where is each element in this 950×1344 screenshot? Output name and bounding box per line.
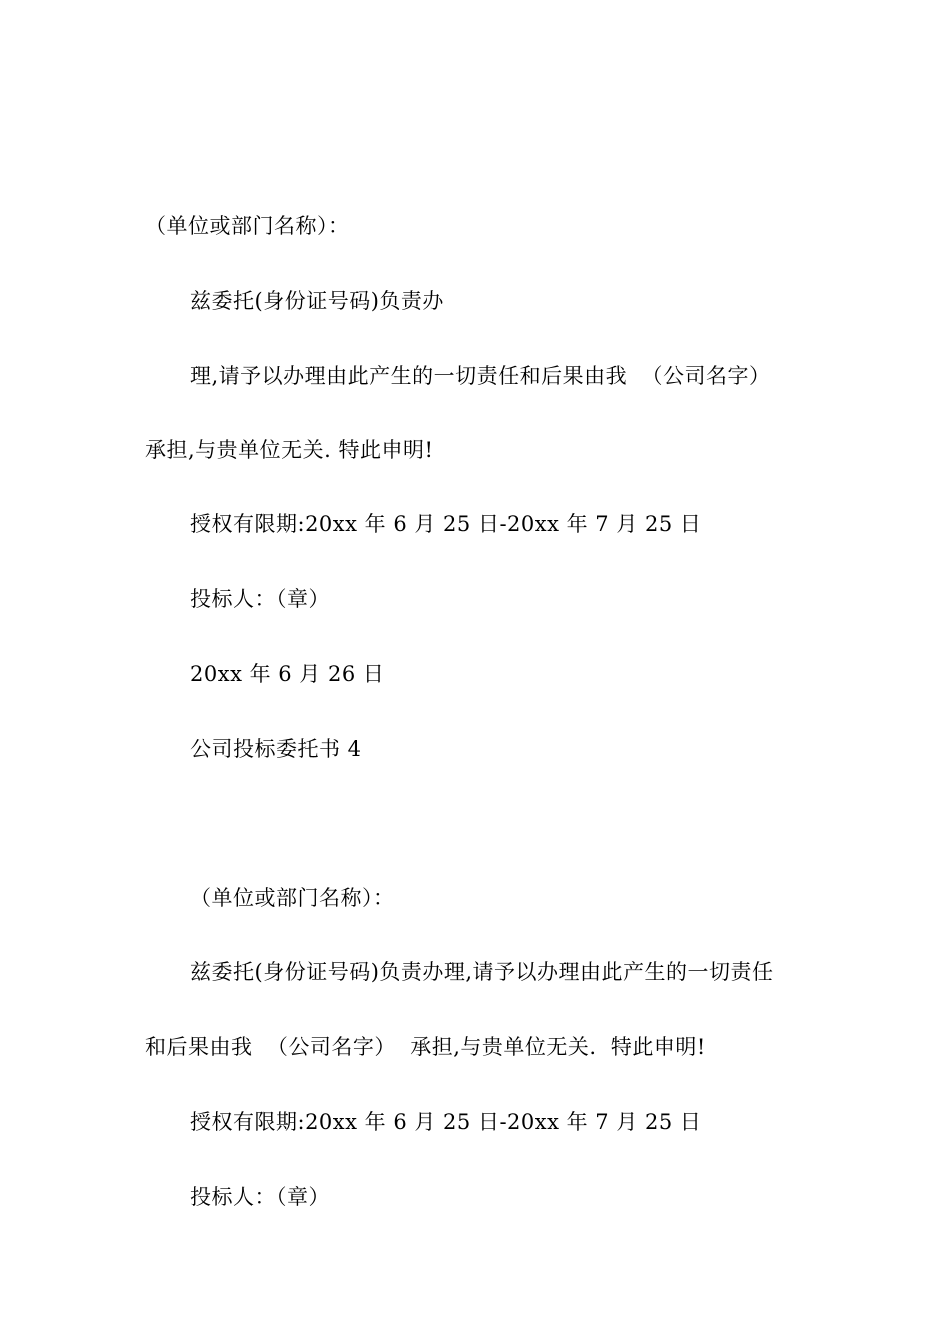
body-paragraph-line: 理,请予以办理由此产生的一切责任和后果由我 （公司名字） [190, 364, 771, 388]
authorization-period: 授权有限期:20xx 年 6 月 25 日-20xx 年 7 月 25 日 [190, 512, 702, 536]
body-paragraph-line: 承担,与贵单位无关. 特此申明! [145, 438, 434, 462]
addressee-line: （单位或部门名称）： [190, 886, 395, 910]
body-paragraph-line: 兹委托(身份证号码)负责办理,请予以办理由此产生的一切责任 [190, 960, 774, 984]
body-paragraph-line: 和后果由我 （公司名字） 承担,与贵单位无关. 特此申明! [145, 1035, 706, 1059]
authorization-period: 授权有限期:20xx 年 6 月 25 日-20xx 年 7 月 25 日 [190, 1110, 702, 1134]
bidder-seal-line: 投标人：（章） [190, 587, 330, 611]
body-paragraph-line: 兹委托(身份证号码)负责办 [190, 289, 444, 313]
signing-date: 20xx 年 6 月 26 日 [190, 662, 385, 686]
addressee-line: （单位或部门名称）： [145, 214, 350, 238]
bidder-seal-line: 投标人：（章） [190, 1185, 330, 1209]
section-heading: 公司投标委托书 4 [190, 737, 362, 761]
